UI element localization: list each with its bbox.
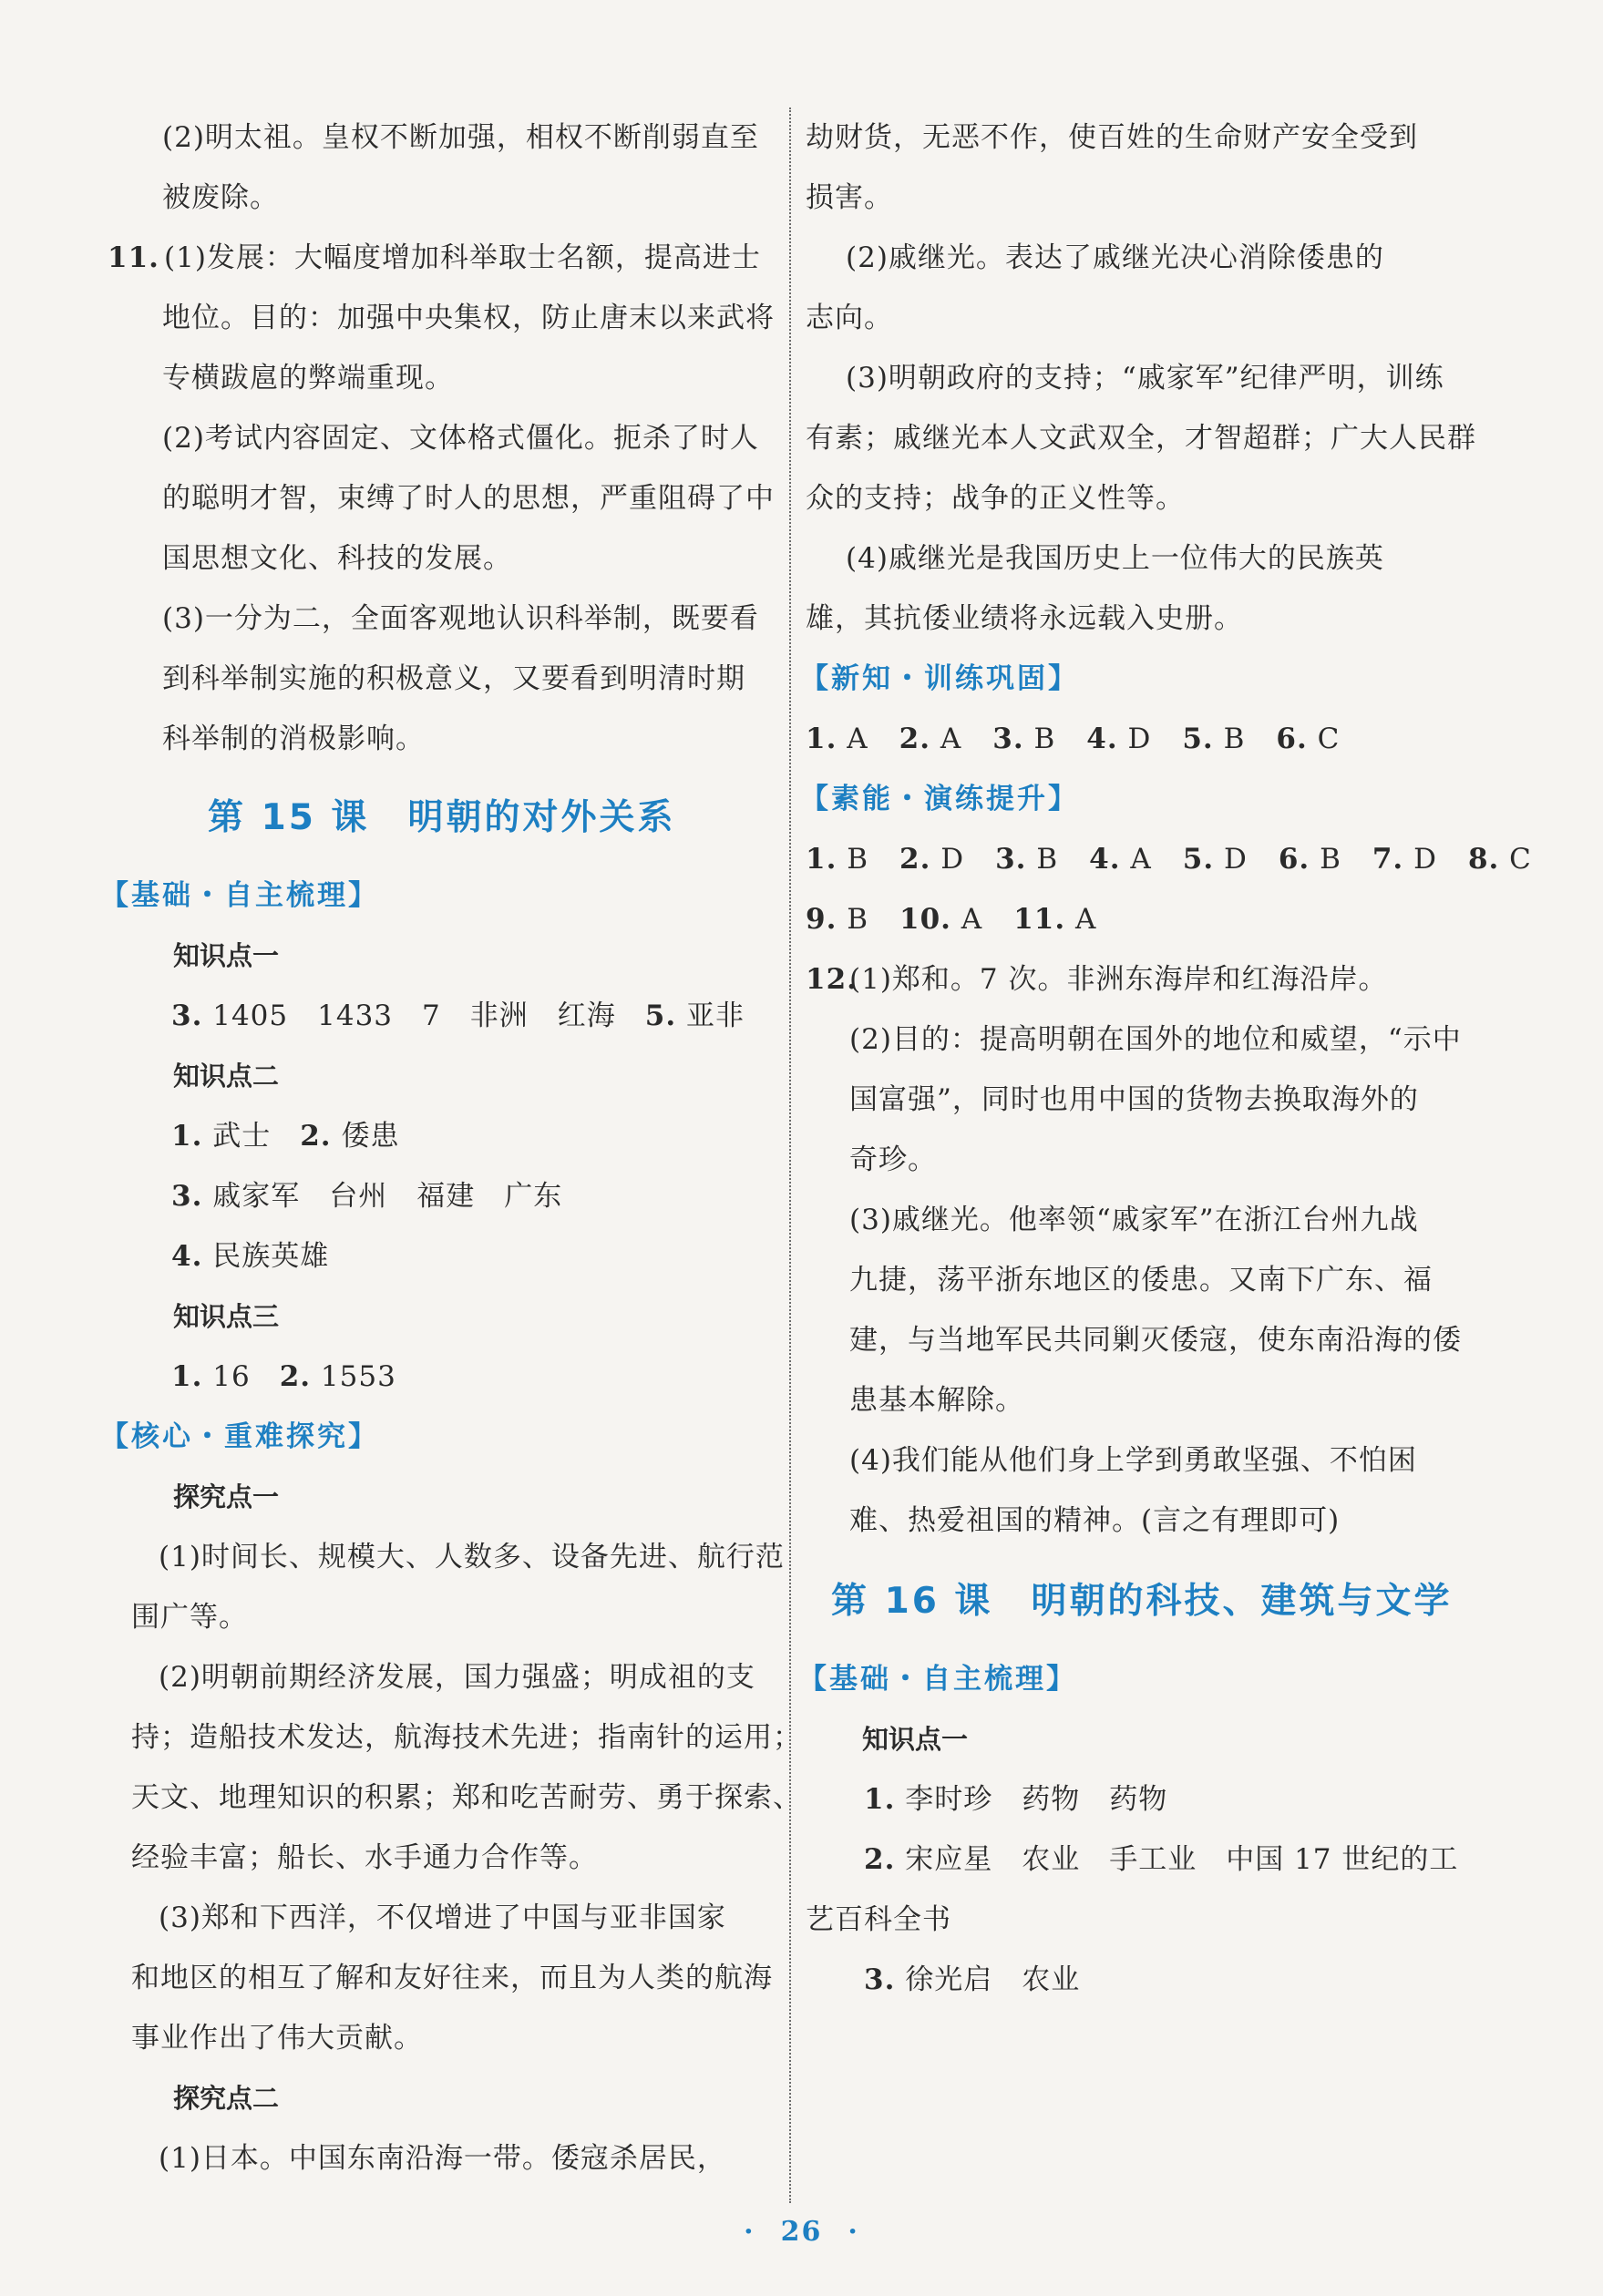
answer-letter: D [1403, 843, 1437, 876]
item-number: 3. [992, 723, 1024, 755]
item-number: 4. [1089, 843, 1121, 876]
answer-line: 建，与当地军民共同剿灭倭寇，使东南沿海的倭 [849, 1324, 1462, 1357]
answer-letter: C [1499, 843, 1532, 876]
answer-line [102, 986, 775, 1046]
knowledge-point-heading: 知识点二 [173, 1061, 280, 1092]
answer-line: 国思想文化、科技的发展。 [162, 542, 512, 575]
answer-text: 宋应星 农业 手工业 中国 17 世纪的工 [905, 1843, 1459, 1876]
item-number: 10. [899, 903, 951, 936]
choice-answer [1089, 829, 1152, 889]
lesson-title: 明朝的对外关系 [407, 797, 676, 838]
answer-line: 艺百科全书 [806, 1903, 951, 1936]
answer-line: 雄，其抗倭业绩将永远载入史册。 [806, 602, 1243, 635]
column-divider [789, 108, 791, 2203]
item-number: 3. [995, 843, 1027, 876]
choice-answer [992, 709, 1055, 769]
section-heading-xinzhi: 【新知・训练巩固】 [800, 662, 1079, 695]
section-heading-suneng: 【素能・演练提升】 [800, 783, 1079, 815]
section-heading-jichu: 【基础・自主梳理】 [798, 1663, 1077, 1696]
lesson-15-heading [102, 771, 775, 866]
inquiry-point-heading: 探究点二 [173, 2083, 280, 2114]
choice-answer [899, 829, 964, 889]
page-number [0, 2216, 1603, 2248]
item-number: 4. [1086, 723, 1118, 755]
answer-text: 徐光启 农业 [905, 1963, 1081, 1996]
question-12 [806, 949, 1480, 1010]
answer-line: 和地区的相互了解和友好往来，而且为人类的航海 [131, 1962, 773, 1994]
answer-letter: B [837, 903, 869, 936]
choice-answer [806, 889, 868, 949]
answer-line: (1)时间长、规模大、人数多、设备先进、航行范 [159, 1541, 785, 1573]
choice-answer [1468, 829, 1532, 889]
answer-line: (4)我们能从他们身上学到勇敢坚强、不怕困 [849, 1444, 1417, 1477]
answer-line [102, 1226, 775, 1286]
answer-line [102, 1347, 775, 1407]
answer-letter: A [837, 723, 868, 755]
item-number: 5. [1182, 843, 1215, 876]
answer-line [102, 1106, 775, 1166]
answer-letter: A [1120, 843, 1152, 876]
bullet-dot: · [744, 2216, 755, 2248]
answer-text: 李时珍 药物 药物 [905, 1783, 1168, 1816]
answer-letter: A [930, 723, 962, 755]
answer-line: (2)明朝前期经济发展，国力强盛；明成祖的支 [159, 1661, 755, 1694]
answer-line: 到科举制实施的积极意义，又要看到明清时期 [162, 662, 745, 695]
answer-letter: C [1307, 723, 1341, 755]
answer-line: (3)一分为二，全面客观地认识科举制，既要看 [162, 602, 759, 635]
item-number: 1. [806, 843, 837, 876]
answer-text: 倭患 [341, 1120, 400, 1153]
question-number: 11. [108, 241, 159, 274]
answer-letter: B [1310, 843, 1341, 876]
answer-line: 众的支持；战争的正义性等。 [806, 482, 1185, 515]
item-number: 5. [1182, 723, 1214, 755]
answer-line: 患基本解除。 [849, 1384, 1024, 1417]
item-number: 3. [864, 1963, 896, 1996]
answer-line: 国富强”，同时也用中国的货物去换取海外的 [849, 1083, 1419, 1116]
choice-answer [1013, 889, 1096, 949]
answer-letter: A [1065, 903, 1097, 936]
item-number: 6. [1276, 723, 1308, 755]
question-11 [102, 228, 775, 288]
left-column [100, 108, 802, 2188]
answer-line: (2)考试内容固定、文体格式僵化。扼杀了时人 [162, 422, 759, 455]
item-number: 4. [171, 1240, 203, 1273]
choice-answer [1183, 829, 1248, 889]
answer-row [806, 829, 1532, 889]
choice-answer [1276, 709, 1340, 769]
choice-answer [1372, 829, 1437, 889]
answer-line: (3)明朝政府的支持；“戚家军”纪律严明，训练 [846, 362, 1444, 395]
answer-line: (3)戚继光。他率领“戚家军”在浙江台州九战 [849, 1204, 1419, 1236]
item-number: 9. [806, 903, 837, 936]
answer-letter: B [1026, 843, 1059, 876]
answer-line: 的聪明才智，束缚了时人的思想，严重阻碍了中 [162, 482, 775, 515]
answer-line: (4)戚继光是我国历史上一位伟大的民族英 [846, 542, 1384, 575]
lesson-title: 明朝的科技、建筑与文学 [1031, 1581, 1453, 1622]
item-number: 2. [899, 843, 931, 876]
answer-line: (3)郑和下西洋，不仅增进了中国与亚非国家 [159, 1901, 726, 1934]
answer-text: 戚家军 台州 福建 广东 [212, 1180, 563, 1213]
inquiry-point-heading: 探究点一 [173, 1481, 280, 1512]
lesson-number: 第 15 课 [208, 797, 370, 838]
bullet-dot: · [848, 2216, 859, 2248]
answer-line: 专横跋扈的弊端重现。 [162, 362, 454, 395]
right-column [798, 108, 1532, 2010]
item-number: 7. [1372, 843, 1404, 876]
section-heading-jichu: 【基础・自主梳理】 [100, 879, 379, 912]
item-number: 1. [171, 1360, 203, 1393]
item-number: 2. [864, 1843, 896, 1876]
item-number: 1. [864, 1783, 896, 1816]
answer-text: 16 [212, 1360, 251, 1393]
answer-text: (1)郑和。7 次。非洲东海岸和红海沿岸。 [849, 963, 1388, 996]
answer-row [806, 709, 1480, 769]
item-number: 2. [300, 1120, 332, 1153]
answer-letter: B [1023, 723, 1056, 755]
answer-line: 持；造船技术发达，航海技术先进；指南针的运用； [131, 1721, 802, 1754]
answer-line: 志向。 [806, 302, 893, 334]
choice-answer [899, 889, 982, 949]
answer-line: 天文、地理知识的积累；郑和吃苦耐劳、勇于探索、 [131, 1781, 802, 1814]
question-number: 12. [806, 963, 858, 996]
knowledge-point-heading: 知识点一 [173, 940, 280, 971]
answer-text: 武士 [212, 1120, 272, 1153]
answer-letter: D [1214, 843, 1248, 876]
answer-text: 1553 [320, 1360, 396, 1393]
answer-line [806, 1830, 1480, 1890]
choice-answer [1279, 829, 1341, 889]
choice-answer [899, 709, 962, 769]
answer-letter: D [1117, 723, 1152, 755]
answer-line: 奇珍。 [849, 1143, 937, 1176]
item-number: 3. [171, 1180, 203, 1213]
item-number: 8. [1467, 843, 1500, 876]
answer-line: (2)明太祖。皇权不断加强，相权不断削弱直至 [162, 121, 759, 154]
answer-line: 劫财货，无恶不作，使百姓的生命财产安全受到 [806, 121, 1418, 154]
item-number: 3. [171, 999, 203, 1032]
choice-answer [806, 829, 868, 889]
answer-text: (1)发展：大幅度增加科举取士名额，提高进士 [164, 241, 761, 274]
choice-answer [1182, 709, 1245, 769]
answer-line [806, 1769, 1480, 1830]
answer-line: 科举制的消极影响。 [162, 723, 425, 755]
answer-line: (2)戚继光。表达了戚继光决心消除倭患的 [846, 241, 1384, 274]
item-number: 5. [644, 999, 677, 1032]
answer-line [806, 1950, 1480, 2010]
knowledge-point-heading: 知识点一 [862, 1724, 969, 1755]
answer-text: 亚非 [685, 999, 745, 1032]
answer-line: 九捷，荡平浙东地区的倭患。又南下广东、福 [849, 1264, 1433, 1297]
item-number: 1. [806, 723, 837, 755]
answer-line: 围广等。 [131, 1601, 248, 1634]
answer-line: 损害。 [806, 181, 893, 214]
answer-line: 地位。目的：加强中央集权，防止唐末以来武将 [162, 302, 775, 334]
answer-letter: B [1213, 723, 1246, 755]
item-number: 1. [171, 1120, 203, 1153]
answer-letter: A [950, 903, 983, 936]
section-heading-hexin: 【核心・重难探究】 [100, 1420, 379, 1453]
answer-text: 民族英雄 [212, 1240, 330, 1273]
item-number: 6. [1278, 843, 1310, 876]
lesson-16-heading [806, 1554, 1480, 1649]
answer-line: 有素；戚继光本人文武双全，才智超群；广大人民群 [806, 422, 1476, 455]
choice-answer [1086, 709, 1151, 769]
item-number: 11. [1013, 903, 1066, 936]
choice-answer [806, 709, 868, 769]
page-number-value: 26 [780, 2216, 823, 2248]
item-number: 2. [899, 723, 930, 755]
answer-text: 1405 1433 7 非洲 红海 [212, 999, 616, 1032]
answer-line: (1)日本。中国东南沿海一带。倭寇杀居民， [159, 2142, 726, 2175]
answer-line [102, 1166, 775, 1226]
answer-line: 难、热爱祖国的精神。(言之有理即可) [849, 1504, 1341, 1537]
answer-letter: D [930, 843, 965, 876]
answer-line: 被废除。 [162, 181, 279, 214]
answer-line: 经验丰富；船长、水手通力合作等。 [131, 1841, 598, 1874]
answer-line: (2)目的：提高明朝在国外的地位和威望，“示中 [849, 1023, 1462, 1056]
choice-answer [995, 829, 1058, 889]
answer-line: 事业作出了伟大贡献。 [131, 2022, 423, 2055]
knowledge-point-heading: 知识点三 [173, 1301, 280, 1332]
lesson-number: 第 16 课 [831, 1581, 993, 1622]
answer-letter: B [837, 843, 869, 876]
item-number: 2. [279, 1360, 312, 1393]
answer-row [806, 889, 1480, 949]
